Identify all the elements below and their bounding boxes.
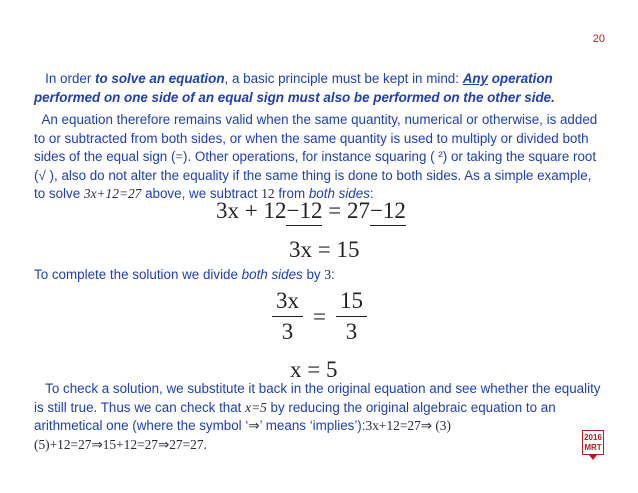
simplified-equation: 3x = 15 [289, 237, 360, 262]
left-fraction: $\frac{3x}{3}$ [272, 288, 303, 345]
division-equation: $\frac{3x}{3}$ = $\frac{15}{3}$ [272, 288, 367, 345]
subtraction-equation: 3x + 12−12 = 27−12 [216, 198, 406, 223]
right-fraction: $\frac{15}{3}$ [336, 288, 367, 345]
page-number: 20 [592, 33, 605, 45]
principle-paragraph: In order to solve an equation, a basic principle must be kept in mind: Any operation performed on one side of an equal sign must also be performed on the other side. [34, 71, 555, 105]
square-root-symbol: √ [38, 167, 46, 183]
solution-equation: x = 5 [290, 357, 338, 382]
divide-paragraph: To complete the solution we divide both sides by 3: [34, 267, 335, 282]
copyright-badge: 2016 MRT [582, 430, 604, 455]
check-paragraph: To check a solution, we substitute it back in the original equation and see whether the equality is still true. Thus we can check that x=5 by reducing the original algebraic equation to an arithmetical one (where the symbol ‘⇒’ means ‘implies’):3x+12=27⇒ (3)(5)+12=27⇒15+12=27⇒27=27. [34, 381, 601, 452]
explanation-paragraph: An equation therefore remains valid when the same quantity, numerical or otherwise, is added to or subtracted from both sides, or when the same quantity is used to multiply or divided both sides of the equal sign (=). Other operations, for instance squaring ( ²) or taking the square root (√ ), also do not alter the equality if the same thing is done to both sides. As a simple example, to solve 3x+12=27 above, we subtract 12 from both sides: [34, 112, 598, 202]
